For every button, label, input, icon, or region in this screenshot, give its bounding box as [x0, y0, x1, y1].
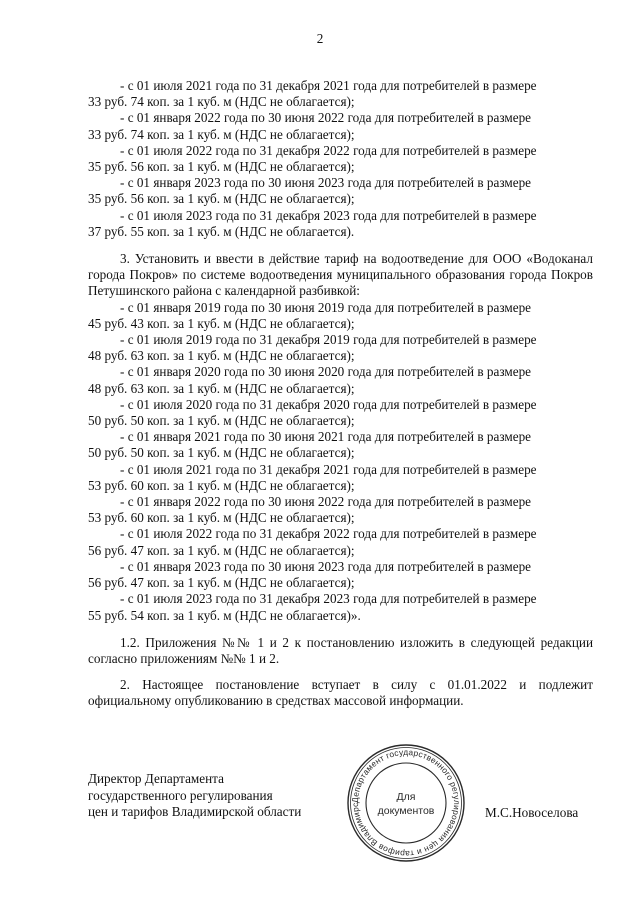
tariff-price-line: 53 руб. 60 коп. за 1 куб. м (НДС не облагается); — [88, 510, 355, 526]
tariff-price-line: 56 руб. 47 коп. за 1 куб. м (НДС не облагается); — [88, 575, 355, 591]
tariff-item — [88, 332, 593, 364]
tariff-item — [88, 559, 593, 591]
tariff-period-line: - с 01 января 2022 года по 30 июня 2022 года для потребителей в размере — [120, 110, 532, 126]
tariff-period-line: - с 01 января 2019 года по 30 июня 2019 года для потребителей в размере — [120, 299, 532, 315]
signatory-line-2: государственного регулирования — [88, 787, 273, 803]
tariff-item — [88, 397, 593, 429]
tariff-price-line: 50 руб. 50 коп. за 1 куб. м (НДС не облагается); — [88, 445, 355, 461]
signatory-title — [88, 771, 301, 821]
tariff-period-line: - с 01 января 2023 года по 30 июня 2023 года для потребителей в размере — [120, 175, 532, 191]
tariff-item — [88, 429, 593, 461]
tariff-price-line: 35 руб. 56 коп. за 1 куб. м (НДС не облагается); — [88, 159, 355, 175]
stamp-inner-line-1: Для — [396, 791, 416, 803]
tariff-period-line: - с 01 июля 2022 года по 31 декабря 2022 года для потребителей в размере — [120, 142, 537, 158]
tariff-item — [88, 143, 593, 175]
tariff-price-line: 48 руб. 63 коп. за 1 куб. м (НДС не облагается); — [88, 348, 355, 364]
paragraph-2: 2. Настоящее постановление вступает в силу с 01.01.2022 и подлежит официальному опубликованию в средствах массовой информации. — [88, 677, 593, 709]
tariff-period-line: - с 01 июля 2023 года по 31 декабря 2023 года для потребителей в размере — [120, 591, 537, 607]
tariff-item — [88, 208, 593, 240]
tariff-price-line: 50 руб. 50 коп. за 1 куб. м (НДС не облагается); — [88, 413, 355, 429]
tariff-period-line: - с 01 января 2021 года по 30 июня 2021 года для потребителей в размере — [120, 429, 532, 445]
tariff-period-line: - с 01 января 2023 года по 30 июня 2023 года для потребителей в размере — [120, 558, 532, 574]
tariff-item — [88, 462, 593, 494]
tariff-item — [88, 175, 593, 207]
page-number: 2 — [316, 31, 324, 46]
tariff-price-line: 37 руб. 55 коп. за 1 куб. м (НДС не облагается). — [88, 223, 355, 239]
signatory-name: М.С.Новоселова — [485, 805, 579, 820]
tariff-item — [88, 110, 593, 142]
document-body — [88, 78, 593, 710]
tariff-price-line: 53 руб. 60 коп. за 1 куб. м (НДС не облагается); — [88, 477, 355, 493]
tariff-period-line: - с 01 января 2022 года по 30 июня 2022 года для потребителей в размере — [120, 494, 532, 510]
tariff-period-line: - с 01 июля 2020 года по 31 декабря 2020 года для потребителей в размере — [120, 396, 537, 412]
tariff-price-line: 45 руб. 43 коп. за 1 куб. м (НДС не облагается); — [88, 315, 355, 331]
tariff-price-line: 33 руб. 74 коп. за 1 куб. м (НДС не облагается); — [88, 126, 355, 142]
tariff-price-line: 35 руб. 56 коп. за 1 куб. м (НДС не облагается); — [88, 191, 355, 207]
stamp-inner-line-2: документов — [377, 805, 435, 817]
tariff-price-line: 48 руб. 63 коп. за 1 куб. м (НДС не облагается); — [88, 380, 355, 396]
tariff-period-line: - с 01 июля 2021 года по 31 декабря 2021 года для потребителей в размере — [120, 78, 537, 93]
tariff-period-line: - с 01 июля 2022 года по 31 декабря 2022 года для потребителей в размере — [120, 526, 537, 542]
tariff-period-line: - с 01 июля 2023 года по 31 декабря 2023 года для потребителей в размере — [120, 207, 537, 223]
tariff-price-line: 56 руб. 47 коп. за 1 куб. м (НДС не облагается); — [88, 542, 355, 558]
paragraph-1-2: 1.2. Приложения №№ 1 и 2 к постановлению изложить в следующей редакции согласно приложениям №№ 1 и 2. — [88, 634, 593, 666]
tariff-period-line: - с 01 января 2020 года по 30 июня 2020 года для потребителей в размере — [120, 364, 532, 380]
tariff-price-line: 55 руб. 54 коп. за 1 куб. м (НДС не облагается)». — [88, 607, 361, 623]
tariff-list-water-supply — [88, 78, 593, 240]
tariff-item — [88, 300, 593, 332]
tariff-price-line: 33 руб. 74 коп. за 1 куб. м (НДС не облагается); — [88, 94, 355, 110]
official-stamp — [345, 742, 467, 864]
tariff-item — [88, 364, 593, 396]
tariff-list-wastewater — [88, 300, 593, 624]
stamp-outer-text: Департамент государственного регулирования цен и тарифов Владимирс — [349, 746, 463, 860]
tariff-item — [88, 526, 593, 558]
paragraph-3: 3. Установить и ввести в действие тариф на водоотведение для ООО «Водоканал города Покров» по системе водоотведения муниципального образования города Покров Петушинского района с календарной разбивкой: — [88, 251, 593, 299]
signatory-line-3: цен и тарифов Владимирской области — [88, 804, 302, 819]
signatory-line-1: Директор Департамента — [88, 771, 224, 786]
tariff-item — [88, 494, 593, 526]
tariff-period-line: - с 01 июля 2019 года по 31 декабря 2019 года для потребителей в размере — [120, 332, 537, 348]
tariff-item — [88, 78, 593, 110]
tariff-item — [88, 591, 593, 623]
tariff-period-line: - с 01 июля 2021 года по 31 декабря 2021 года для потребителей в размере — [120, 461, 537, 477]
